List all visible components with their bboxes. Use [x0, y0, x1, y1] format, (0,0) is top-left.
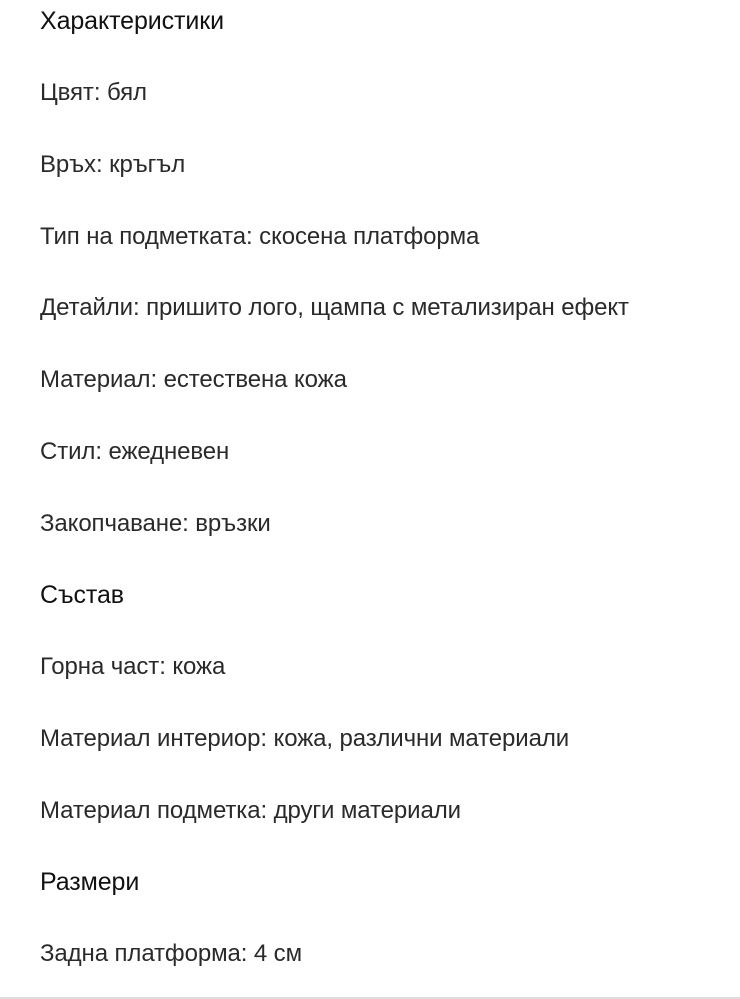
- section-title-characteristics: Характеристики: [40, 7, 224, 35]
- detail-sole-material: Материал подметка: други материали: [40, 797, 461, 824]
- detail-style: Стил: ежедневен: [40, 438, 230, 465]
- detail-lining: Материал интериор: кожа, различни материали: [40, 725, 570, 752]
- detail-heel-platform: Задна платформа: 4 см: [40, 940, 302, 967]
- detail-toe: Връх: кръгъл: [40, 151, 186, 178]
- detail-details: Детайли: пришито лого, щампа с метализиран ефект: [40, 294, 629, 321]
- detail-material: Материал: естествена кожа: [40, 366, 347, 393]
- detail-color: Цвят: бял: [40, 79, 147, 106]
- detail-upper: Горна част: кожа: [40, 653, 226, 680]
- detail-sole-type: Тип на подметката: скосена платформа: [40, 223, 480, 250]
- section-title-dimensions: Размери: [40, 868, 140, 896]
- detail-closure: Закопчаване: връзки: [40, 510, 271, 537]
- section-title-composition: Състав: [40, 581, 124, 609]
